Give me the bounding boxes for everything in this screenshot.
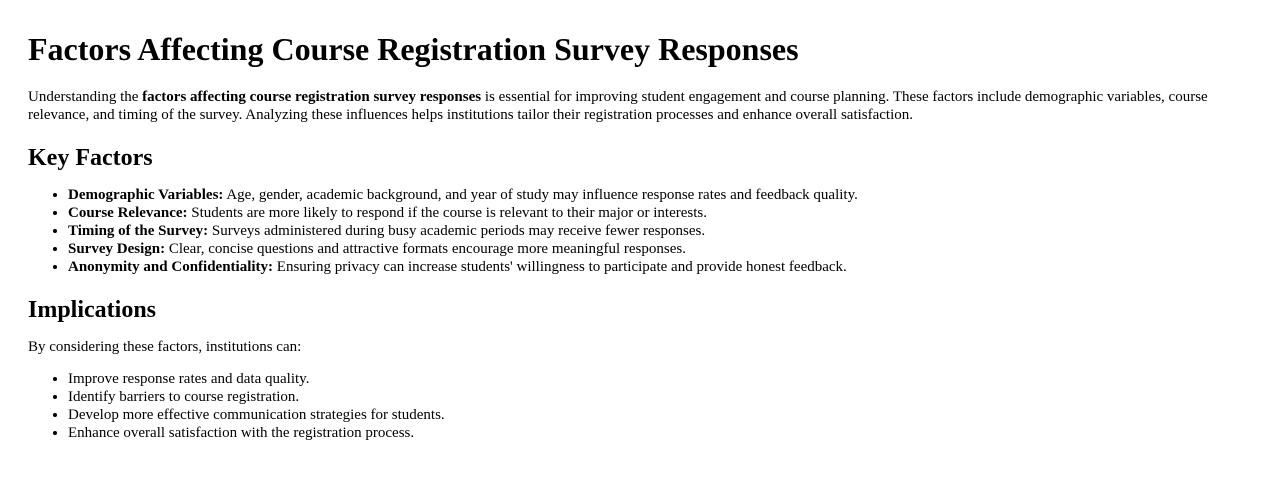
key-factors-list (28, 186, 1250, 276)
list-item: • Improve response rates and data quality. (68, 370, 1250, 388)
factor-term: Anonymity and Confidentiality: (68, 259, 274, 275)
implications-list (28, 370, 1250, 442)
intro-paragraph (28, 88, 1250, 124)
key-factors-heading: Key Factors (28, 145, 153, 171)
factor-text: Ensuring privacy can increase students' willingness to participate and provide honest feedback. (273, 259, 847, 275)
factor-term: Survey Design: (68, 241, 166, 257)
list-item: • Develop more effective communication strategies for students. (68, 406, 1250, 424)
list-item (68, 240, 1250, 258)
factor-text: Students are more likely to respond if the course is relevant to their major or interests. (187, 205, 707, 221)
list-item: • Identify barriers to course registration. (68, 388, 1250, 406)
implications-heading: Implications (28, 297, 157, 323)
implications-lead: By considering these factors, institutions can: (28, 339, 302, 355)
factor-text: Surveys administered during busy academic periods may receive fewer responses. (208, 223, 706, 239)
factor-text: Age, gender, academic background, and year of study may influence response rates and feedback quality. (223, 187, 858, 203)
list-item (68, 204, 1250, 222)
factor-text: Clear, concise questions and attractive formats encourage more meaningful responses. (165, 241, 686, 257)
factor-term: Demographic Variables: (68, 187, 224, 203)
intro-bold: factors affecting course registration survey responses (142, 89, 482, 105)
list-item: • Enhance overall satisfaction with the registration process. (68, 424, 1250, 442)
factor-term: Course Relevance: (68, 205, 188, 221)
intro-prefix: Understanding the (28, 89, 143, 105)
list-item (68, 186, 1250, 204)
list-item (68, 222, 1250, 240)
factor-term: Timing of the Survey: (68, 223, 209, 239)
intro-suffix: is essential for improving student engagement and course planning. These factors include demographic variables, course relevance, and timing of the survey. Analyzing these influences helps institutions tailor their registration processes and enhance overall satisfaction. (28, 89, 1208, 123)
page-title: Factors Affecting Course Registration Survey Responses (28, 31, 799, 67)
list-item (68, 258, 1250, 276)
